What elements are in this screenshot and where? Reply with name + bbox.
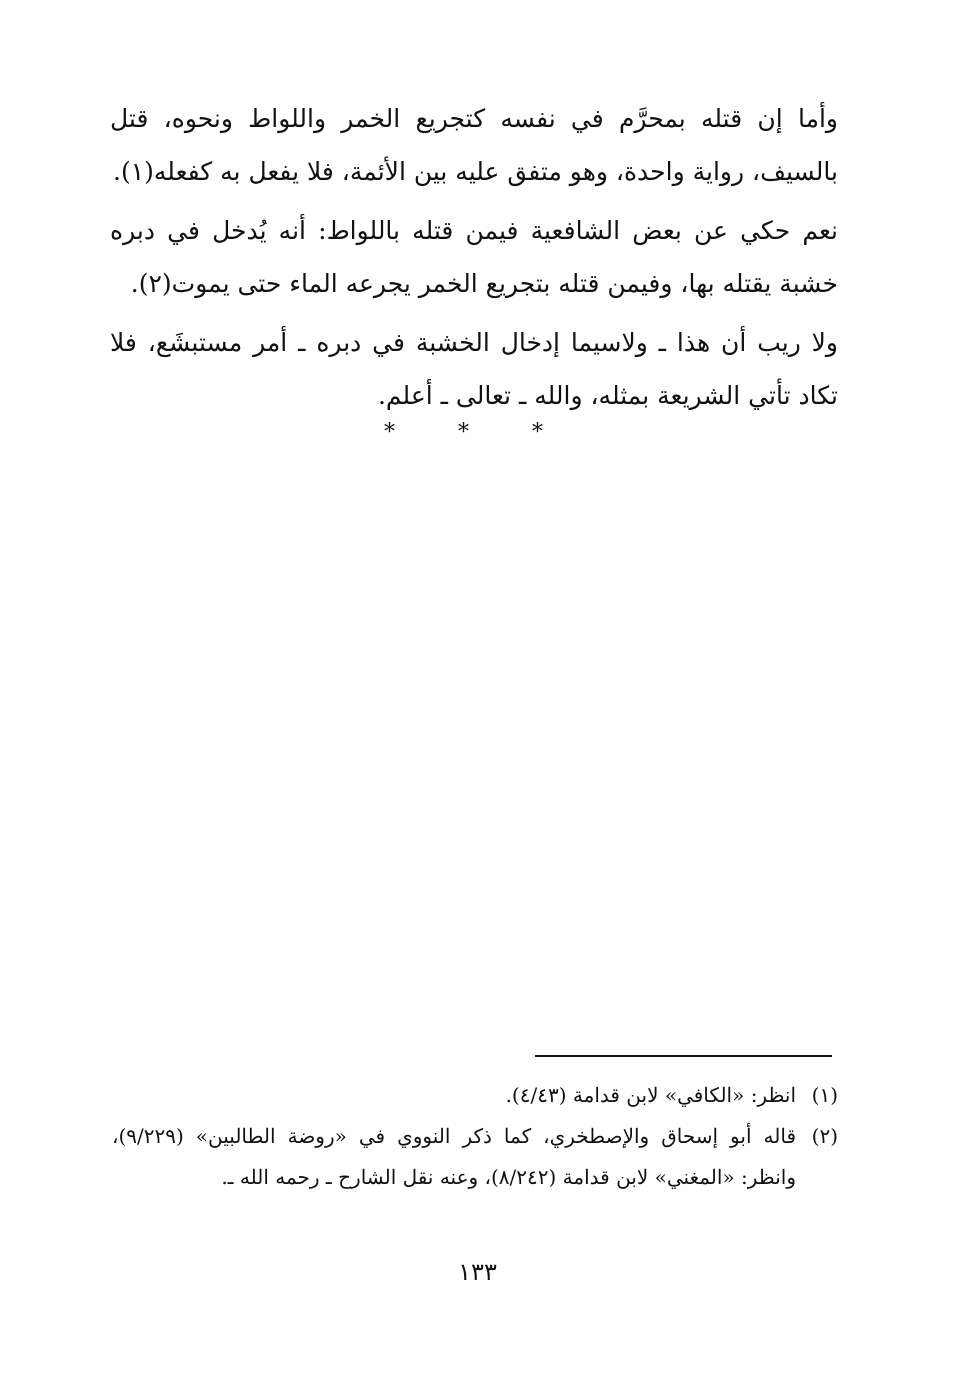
section-separator: * * *	[384, 420, 571, 445]
footnote-text: قاله أبو إسحاق والإصطخري، كما ذكر النووي في «روضة الطالبين» (٩/٢٢٩)، وانظر: «المغني» لابن قدامة (٨/٢٤٢)، وعنه نقل الشارح ـ رحمه الله ـ.	[112, 1124, 796, 1189]
main-body-text	[110, 92, 838, 428]
footnote-2	[112, 1116, 838, 1198]
footnote-text: انظر: «الكافي» لابن قدامة (٤/٤٣).	[505, 1083, 796, 1107]
page-number: ١٣٣	[458, 1258, 497, 1286]
paragraph-3: ولا ريب أن هذا ـ ولاسيما إدخال الخشبة في دبره ـ أمر مستبشَع، فلا تكاد تأتي الشريعة بمثله، والله ـ تعالى ـ أعلم.	[110, 328, 838, 410]
footnote-number: (٢)	[811, 1124, 838, 1148]
footnote-1	[112, 1075, 838, 1116]
paragraph-2: نعم حكي عن بعض الشافعية فيمن قتله باللواط: أنه يُدخل في دبره خشبة يقتله بها، وفيمن قتله بتجريع الخمر يجرعه الماء حتى يموت(٢).	[110, 216, 838, 298]
footnote-divider	[535, 1055, 832, 1057]
footnotes	[112, 1075, 838, 1198]
paragraph-1: وأما إن قتله بمحرَّم في نفسه كتجريع الخمر واللواط ونحوه، قتل بالسيف، رواية واحدة، وهو متفق عليه بين الأئمة، فلا يفعل به كفعله(١).	[110, 104, 838, 186]
footnote-number: (١)	[811, 1083, 838, 1107]
